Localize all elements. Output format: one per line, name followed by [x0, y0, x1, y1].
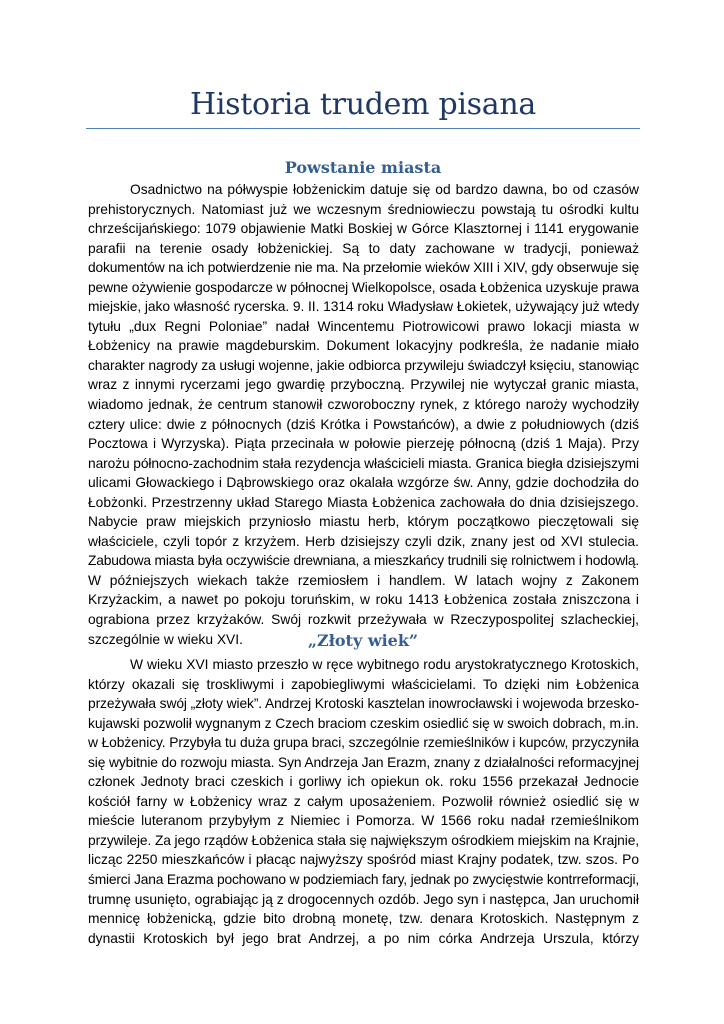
paragraph-line: narożu północno-zachodnim stała rezydencja właścicieli miasta. Granica biegła dzisiejszymi [88, 455, 639, 471]
paragraph-line: W wieku XVI miasto przeszło w ręce wybitnego rodu arystokratycznego Krotoskich, [130, 657, 639, 672]
paragraph-line: mieście luteranom przybyłym z Niemiec i Pomorza. W 1566 roku nadał rzemieślnikom [88, 813, 639, 829]
paragraph-line: tytułu „dux Regni Poloniae” nadał Wincentemu Piotrowicowi prawo lokacji miasta w [88, 318, 639, 334]
section-heading-powstanie: Powstanie miasta [284, 158, 442, 177]
paragraph-line: licząc 2250 mieszkańców i płacąc najwyższy spośród miast Krajny podatek, tzw. szos. Po [88, 852, 639, 868]
paragraph-line: śmierci Jana Erazma pochowano w podziemiach fary, jednak po zwycięstwie kontrreformacji, [88, 872, 639, 888]
paragraph-line: miejskie, jako własność rycerska. 9. II. 1314 roku Władysław Łokietek, używający już wtedy [88, 299, 640, 315]
paragraph-line: właściciele, czyli topór z krzyżem. Herb dzisiejszy czyli dzik, znany jest od XVI stulecia. [88, 533, 639, 549]
paragraph-line: Łobżenicy na prawie magdeburskim. Dokument lokacyjny podkreśla, że nadanie miało [88, 338, 639, 354]
paragraph-line: którzy okazali się troskliwymi i zapobiegliwymi właścicielami. To dzięki nim Łobżenica [88, 676, 639, 692]
section-paragraph-powstanie [88, 180, 639, 649]
paragraph-line: prehistorycznych. Natomiast już we wczesnym średniowieczu powstają tu ośrodki kultu [88, 201, 639, 217]
paragraph-line: się wybitnie do rozwoju miasta. Syn Andrzeja Jan Erazm, znany z działalności reformacyjnej [88, 754, 639, 770]
paragraph-line: wraz z innymi rycerzami jego gwardię przyboczną. Przywilej nie wytyczał granic miasta, [88, 377, 639, 393]
paragraph-line: mennicę łobżenicką, gdzie bito drobną monetę, tzw. denara Krotoskich. Następnym z [88, 911, 639, 927]
paragraph-line: Zabudowa miasta była oczywiście drewniana, a mieszkańcy trudnili się rolnictwem i hodowlą. [88, 553, 639, 569]
paragraph-line: parafii na terenie osady łobżenickiej. Są to daty zachowane w tradycji, ponieważ [88, 240, 639, 256]
section-heading-zloty-wiek: „Złoty wiek” [307, 631, 419, 650]
paragraph-line: Łobżonki. Przestrzenny układ Starego Miasta Łobżenica zachowała do dnia dzisiejszego. [88, 494, 639, 510]
paragraph-line: dokumentów na ich potwierdzenie nie ma. Na przełomie wieków XIII i XIV, gdy obserwuje się [88, 260, 639, 276]
paragraph-line: wiadomo jednak, że centrum stanowił czworoboczny rynek, z którego naroży wychodziły [88, 397, 639, 413]
paragraph-line: przeżywała swój „złoty wiek”. Andrzej Krotoski kasztelan inowrocławski i wojewoda brzesko- [88, 696, 639, 712]
paragraph-line: W późniejszych wiekach także rzemiosłem i handlem. W latach wojny z Zakonem [88, 572, 639, 588]
paragraph-line: charakter nagrody za usługi wojenne, jakie odbiorca przywileju świadczył księciu, stanowiąc [88, 357, 639, 373]
paragraph-line: Pocztowa i Wyrzyska). Piąta przecinała w połowie pierzeję północną (dziś 1 Maja). Przy [88, 436, 639, 452]
paragraph-line: ulicami Głowackiego i Dąbrowskiego oraz okalała wzgórze św. Anny, gdzie dochodziła do [88, 475, 639, 491]
paragraph-line: ograbiona przez krzyżaków. Swój rozkwit przeżywała w Rzeczypospolitej szlacheckiej, [88, 612, 639, 628]
paragraph-line: członek Jednoty braci czeskich i gorliwy ich opiekun ok. roku 1556 przekazał Jednocie [88, 774, 639, 790]
paragraph-line: Osadnictwo na półwyspie łobżenickim datuje się od bardzo dawna, bo od czasów [130, 182, 639, 197]
paragraph-line: dynastii Krotoskich był jego brat Andrzej, a po nim córka Andrzeja Urszula, którzy [88, 930, 639, 946]
paragraph-line: cztery ulice: dwie z północnych (dziś Krótka i Powstańców), a dwie z południowych (dziś [88, 416, 639, 432]
section-paragraph-zloty-wiek [88, 655, 639, 948]
paragraph-line: kościół farny w Łobżenicy wraz z całym uposażeniem. Pozwolił również osiedlić się w [88, 793, 639, 809]
paragraph-line: pewne ożywienie gospodarcze w północnej Wielkopolsce, osada Łobżenica uzyskuje prawa [88, 279, 639, 295]
paragraph-line: kujawski pozwolił wygnanym z Czech braciom czeskim osiedlić się w swoich dobrach, m.in. [88, 715, 639, 731]
title-underline-divider [86, 128, 640, 129]
document-title: Historia trudem pisana [190, 87, 536, 122]
paragraph-line: przywileje. Za jego rządów Łobżenica stała się największym ośrodkiem miejskim na Krajnie, [88, 832, 639, 848]
paragraph-line: Krzyżackim, a nawet po pokoju toruńskim, w roku 1413 Łobżenica została zniszczona i [88, 592, 639, 608]
paragraph-line: chrześcijańskiego: 1079 objawienie Matki Boskiej w Górce Klasztornej i 1141 erygowanie [88, 221, 639, 237]
paragraph-line: Nabycie praw miejskich przyniosło miastu herb, którym początkowo pieczętowali się [88, 514, 639, 530]
paragraph-line: szczególnie w wieku XVI. [88, 631, 243, 647]
paragraph-line: trumnę usunięto, ograbiając ją z drogocennych ozdób. Jego syn i następca, Jan uruchomił [88, 891, 639, 907]
paragraph-line: w Łobżenicy. Przybyła tu duża grupa braci, szczególnie rzemieślników i kupców, przyczyniła [88, 735, 640, 751]
